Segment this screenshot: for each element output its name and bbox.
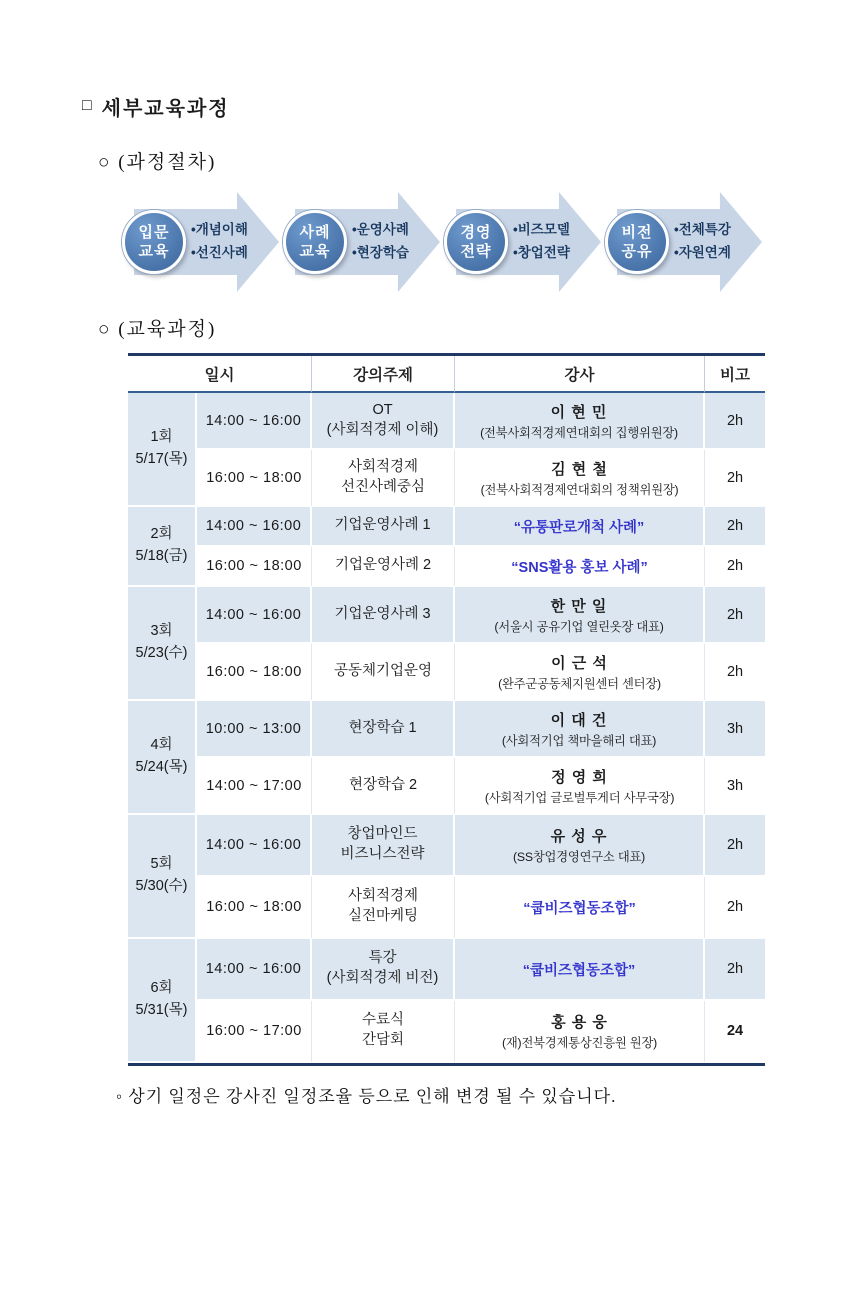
time-cell: 16:00 ~ 18:00 (197, 450, 312, 507)
lecturer-title: (SS창업경영연구소 대표) (512, 850, 646, 864)
lecturer-title: (전북사회적경제연대회의 집행위원장) (480, 425, 678, 440)
square-bullet-icon: □ (82, 96, 92, 114)
topic-cell (312, 507, 455, 547)
step-circle (122, 210, 186, 274)
topic-line: 특강 (368, 950, 397, 967)
lecturer-cell (455, 815, 705, 877)
table-row (128, 1001, 765, 1063)
lecturer-name: 김 현 철 (551, 460, 608, 478)
session-number: 2회 (150, 526, 173, 543)
lecturer-quote: “쿱비즈협동조합” (523, 900, 636, 917)
topic-line: 사회적경제 (347, 888, 419, 905)
topic-line: 현장학습 2 (348, 776, 418, 793)
footnote: ◦ 상기 일정은 강사진 일정조율 등으로 인해 변경 될 수 있습니다. (116, 1087, 617, 1106)
session-label (128, 393, 197, 507)
lecturer-title: (사회적기업 글로벌투게더 사무국장) (484, 790, 675, 805)
step-bullets (352, 219, 409, 265)
col-header-note: 비고 (705, 356, 765, 393)
time-cell: 14:00 ~ 16:00 (197, 507, 312, 547)
lecturer-name: 홍 용 웅 (551, 1014, 608, 1031)
session-label (128, 815, 197, 939)
note-cell: 2h (705, 587, 765, 644)
lecturer-cell (455, 547, 705, 587)
section-procedure-label: ○ (과정절차) (98, 152, 217, 173)
time-cell: 14:00 ~ 16:00 (197, 939, 312, 1001)
note-cell: 2h (705, 644, 765, 701)
time-cell: 16:00 ~ 18:00 (197, 547, 312, 587)
bullet-item: •비즈모델 (513, 222, 570, 238)
page-title-text: 세부교육과정 (101, 98, 230, 120)
topic-cell (312, 939, 455, 1001)
topic-line: 수료식 (362, 1012, 405, 1029)
topic-cell (312, 701, 455, 758)
topic-cell (312, 758, 455, 815)
section-curriculum-label: ○ (교육과정) (98, 319, 217, 340)
session-date: 5/24(목) (135, 759, 188, 775)
lecturer-title: (서울시 공유기업 열린옷장 대표) (494, 619, 664, 634)
time-cell: 16:00 ~ 17:00 (197, 1001, 312, 1063)
lecturer-name: 이 현 민 (550, 403, 608, 421)
table-row (128, 507, 765, 547)
time-cell: 14:00 ~ 16:00 (197, 815, 312, 877)
topic-cell (312, 393, 455, 450)
note-cell: 2h (705, 815, 765, 877)
bullet-item: •선진사례 (191, 245, 248, 260)
topic-cell (312, 450, 455, 507)
topic-line: 사회적경제 (347, 458, 419, 475)
session-label (128, 939, 197, 1063)
lecturer-cell (455, 939, 705, 1001)
bullet-item: •자원연계 (674, 245, 731, 260)
topic-line: 기업운영사례 3 (334, 605, 431, 622)
topic-cell (312, 877, 455, 939)
step-bullets (674, 219, 731, 265)
note-cell: 2h (705, 939, 765, 1001)
session-number: 6회 (150, 980, 173, 997)
lecturer-cell (455, 877, 705, 939)
lecturer-name: 정 영 희 (551, 768, 608, 786)
process-step (440, 190, 601, 294)
page-title (82, 92, 850, 121)
lecturer-cell (455, 701, 705, 758)
lecturer-name: 유 성 우 (550, 828, 608, 845)
step-circle-label-line2: 전략 (460, 243, 492, 260)
lecturer-cell (455, 644, 705, 701)
bullet-item: •운영사례 (352, 222, 409, 238)
step-circle-label-line2: 교육 (138, 243, 170, 260)
step-circle (605, 210, 669, 274)
table-row (128, 758, 765, 815)
table-header-row (128, 356, 765, 393)
lecturer-cell (455, 1001, 705, 1063)
session-label (128, 507, 197, 587)
lecturer-quote: “유통판로개척 사례” (513, 519, 645, 536)
note-cell: 2h (705, 507, 765, 547)
col-header-lecturer: 강사 (455, 356, 705, 393)
step-circle-label-line1: 경영 (460, 223, 492, 241)
process-step (118, 190, 279, 294)
bullet-item: •전체특강 (674, 222, 731, 238)
topic-line: OT (372, 401, 393, 418)
time-cell: 14:00 ~ 17:00 (197, 758, 312, 815)
note-cell: 2h (705, 450, 765, 507)
session-number: 3회 (150, 623, 173, 640)
time-cell: 10:00 ~ 13:00 (197, 701, 312, 758)
note-cell: 2h (705, 877, 765, 939)
topic-cell (312, 1001, 455, 1063)
lecturer-cell (455, 393, 705, 450)
table-row (128, 939, 765, 1001)
step-circle-label-line1: 비전 (621, 223, 653, 241)
lecturer-name: 한 만 일 (550, 597, 608, 615)
table-row (128, 450, 765, 507)
time-cell: 16:00 ~ 18:00 (197, 877, 312, 939)
topic-line: 선진사례중심 (340, 478, 426, 495)
note-cell: 3h (705, 701, 765, 758)
lecturer-cell (455, 507, 705, 547)
time-cell: 16:00 ~ 18:00 (197, 644, 312, 701)
session-label (128, 587, 197, 701)
topic-line: 실전마케팅 (347, 908, 419, 924)
table-row (128, 701, 765, 758)
topic-line: 비즈니스전략 (340, 846, 425, 862)
step-circle (283, 210, 347, 274)
process-diagram (118, 190, 762, 294)
lecturer-cell (455, 450, 705, 507)
step-bullets (191, 219, 248, 265)
note-cell: 3h (705, 758, 765, 815)
time-cell: 14:00 ~ 16:00 (197, 393, 312, 450)
bullet-item: •현장학습 (352, 245, 409, 260)
bullet-item: •개념이해 (191, 222, 248, 238)
table-row (128, 587, 765, 644)
lecturer-cell (455, 587, 705, 644)
session-date: 5/17(목) (135, 451, 188, 467)
col-header-topic: 강의주제 (312, 356, 455, 393)
topic-cell (312, 644, 455, 701)
topic-line: 기업운영사례 1 (334, 517, 431, 534)
time-cell: 14:00 ~ 16:00 (197, 587, 312, 644)
bullet-item: •창업전략 (513, 245, 570, 260)
topic-line: 공동체기업운영 (333, 662, 433, 679)
topic-cell (312, 587, 455, 644)
lecturer-name: 이 근 석 (551, 654, 608, 672)
note-cell: 2h (705, 547, 765, 587)
table-row (128, 815, 765, 877)
table-row (128, 644, 765, 701)
topic-line: (사회적경제 이해) (326, 421, 439, 438)
lecturer-cell (455, 758, 705, 815)
topic-cell (312, 547, 455, 587)
topic-line: (사회적경제 비전) (326, 970, 439, 986)
table-row (128, 877, 765, 939)
note-cell: 2h (705, 393, 765, 450)
lecturer-title: (완주군공동체지원센터 센터장) (498, 676, 661, 691)
step-circle-label-line2: 공유 (621, 243, 653, 260)
topic-cell (312, 815, 455, 877)
step-circle (444, 210, 508, 274)
session-date: 5/18(금) (135, 548, 188, 564)
process-step (279, 190, 440, 294)
table-row (128, 547, 765, 587)
step-circle-label-line1: 사례 (299, 223, 331, 241)
col-header-datetime: 일시 (128, 356, 312, 393)
lecturer-quote: “쿱비즈협동조합” (522, 962, 636, 979)
lecturer-title: (재)전북경제통상진흥원 원장) (501, 1036, 658, 1050)
topic-line: 간담회 (362, 1032, 405, 1048)
session-number: 5회 (150, 856, 173, 873)
lecturer-title: (사회적기업 책마을해리 대표) (501, 733, 657, 748)
session-label (128, 701, 197, 815)
topic-line: 창업마인드 (347, 826, 418, 843)
lecturer-quote: “SNS활용 홍보 사례” (511, 559, 648, 576)
session-number: 1회 (150, 429, 173, 446)
curriculum-table (128, 353, 765, 1066)
session-date: 5/31(목) (135, 1002, 188, 1018)
note-cell: 24 (705, 1001, 765, 1063)
step-circle-label-line2: 교육 (299, 243, 331, 260)
session-number: 4회 (150, 737, 173, 754)
table-row (128, 393, 765, 450)
lecturer-name: 이 대 건 (550, 711, 608, 729)
step-bullets (513, 219, 570, 265)
step-circle-label-line1: 입문 (138, 223, 170, 241)
session-date: 5/23(수) (135, 645, 188, 661)
topic-line: 기업운영사례 2 (334, 557, 432, 574)
topic-line: 현장학습 1 (348, 719, 417, 736)
process-step (601, 190, 762, 294)
lecturer-title: (전북사회적경제연대회의 정책위원장) (480, 482, 679, 497)
session-date: 5/30(수) (135, 878, 188, 894)
